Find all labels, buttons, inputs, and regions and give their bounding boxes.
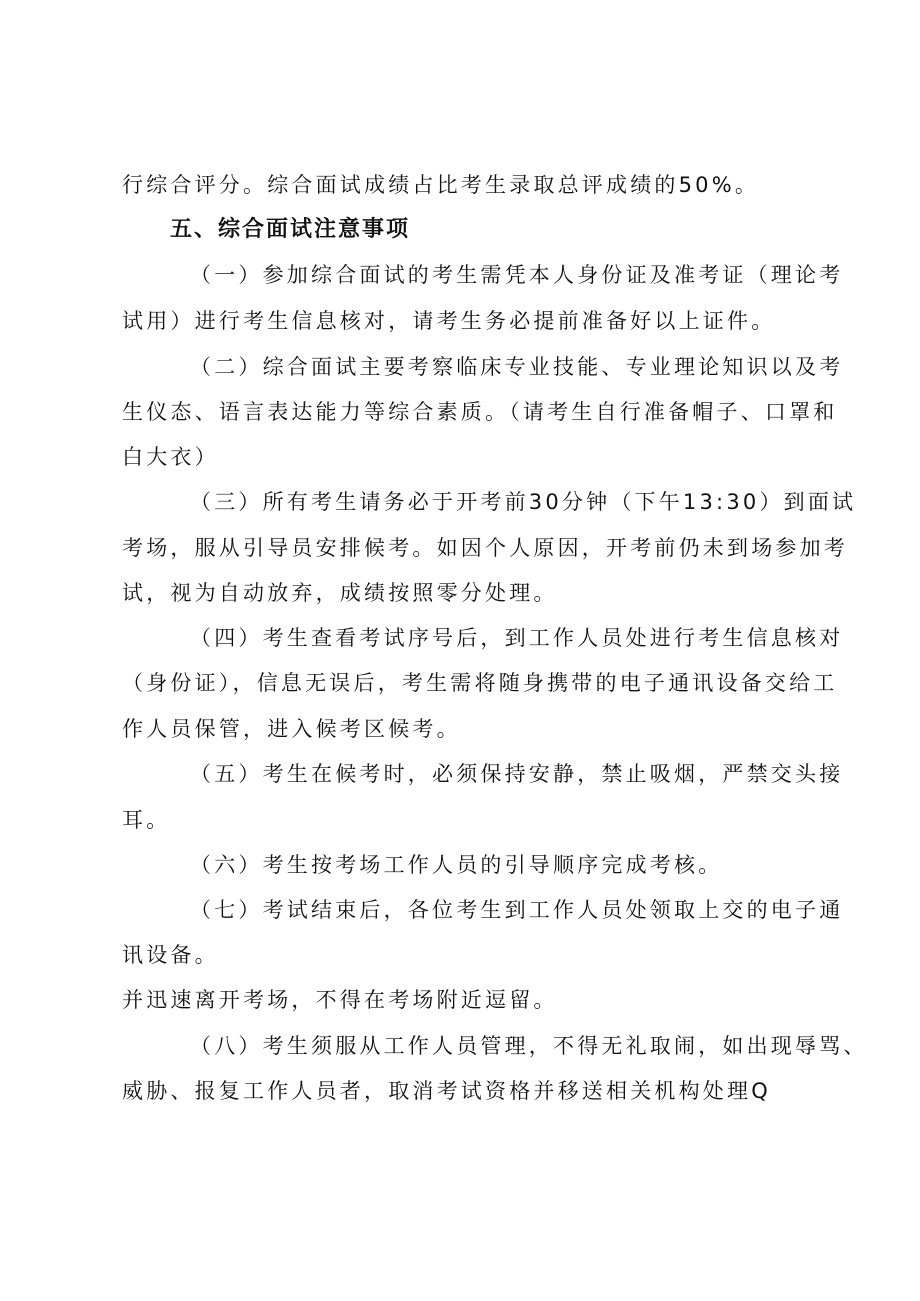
section-heading: 五、综合面试注意事项 [170,217,411,242]
paragraph-line: 考场，服从引导员安排候考。如因个人原因，开考前仍未到场参加考 [122,536,848,560]
paragraph-line: （身份证），信息无误后，考生需将随身携带的电子通讯设备交给工 [122,671,838,695]
paragraph-line: （一）参加综合面试的考生需凭本人身份证及准考证（理论考 [190,263,844,287]
paragraph-line: 白大衣） [122,445,219,469]
paragraph-line: （五）考生在候考时，必须保持安静，禁止吸烟，严禁交头接 [190,762,844,786]
paragraph-line: （二）综合面试主要考察临床专业技能、专业理论知识以及考 [190,355,844,379]
paragraph-line: 作人员保管，进入候考区候考。 [122,717,461,741]
paragraph-line: 耳。 [122,808,171,832]
paragraph-line: 生仪态、语言表达能力等综合素质。（请考生自行准备帽子、口罩和 [122,400,838,424]
paragraph-line: （六）考生按考场工作人员的引导顺序完成考核。 [190,853,723,877]
paragraph-line: 试用）进行考生信息核对，请考生务必提前准备好以上证件。 [122,309,776,333]
paragraph-line: 并迅速离开考场，不得在考场附近逗留。 [122,988,558,1012]
paragraph-line: （八）考生须服从工作人员管理，不得无礼取闹，如出现辱骂、 [190,1034,868,1058]
paragraph-line: 行综合评分。综合面试成绩占比考生录取总评成绩的50%。 [122,173,760,197]
paragraph-line: （四）考生查看考试序号后，到工作人员处进行考生信息核对 [190,626,844,650]
paragraph-line: 威胁、报复工作人员者，取消考试资格并移送相关机构处理Q [122,1079,771,1103]
paragraph-line: 试，视为自动放弃，成绩按照零分处理。 [122,581,558,605]
paragraph-line: 讯设备。 [122,943,219,967]
paragraph-line: （七）考试结束后，各位考生到工作人员处领取上交的电子通 [190,898,844,922]
paragraph-line: （三）所有考生请务必于开考前30分钟（下午13:30）到面试 [190,490,857,514]
